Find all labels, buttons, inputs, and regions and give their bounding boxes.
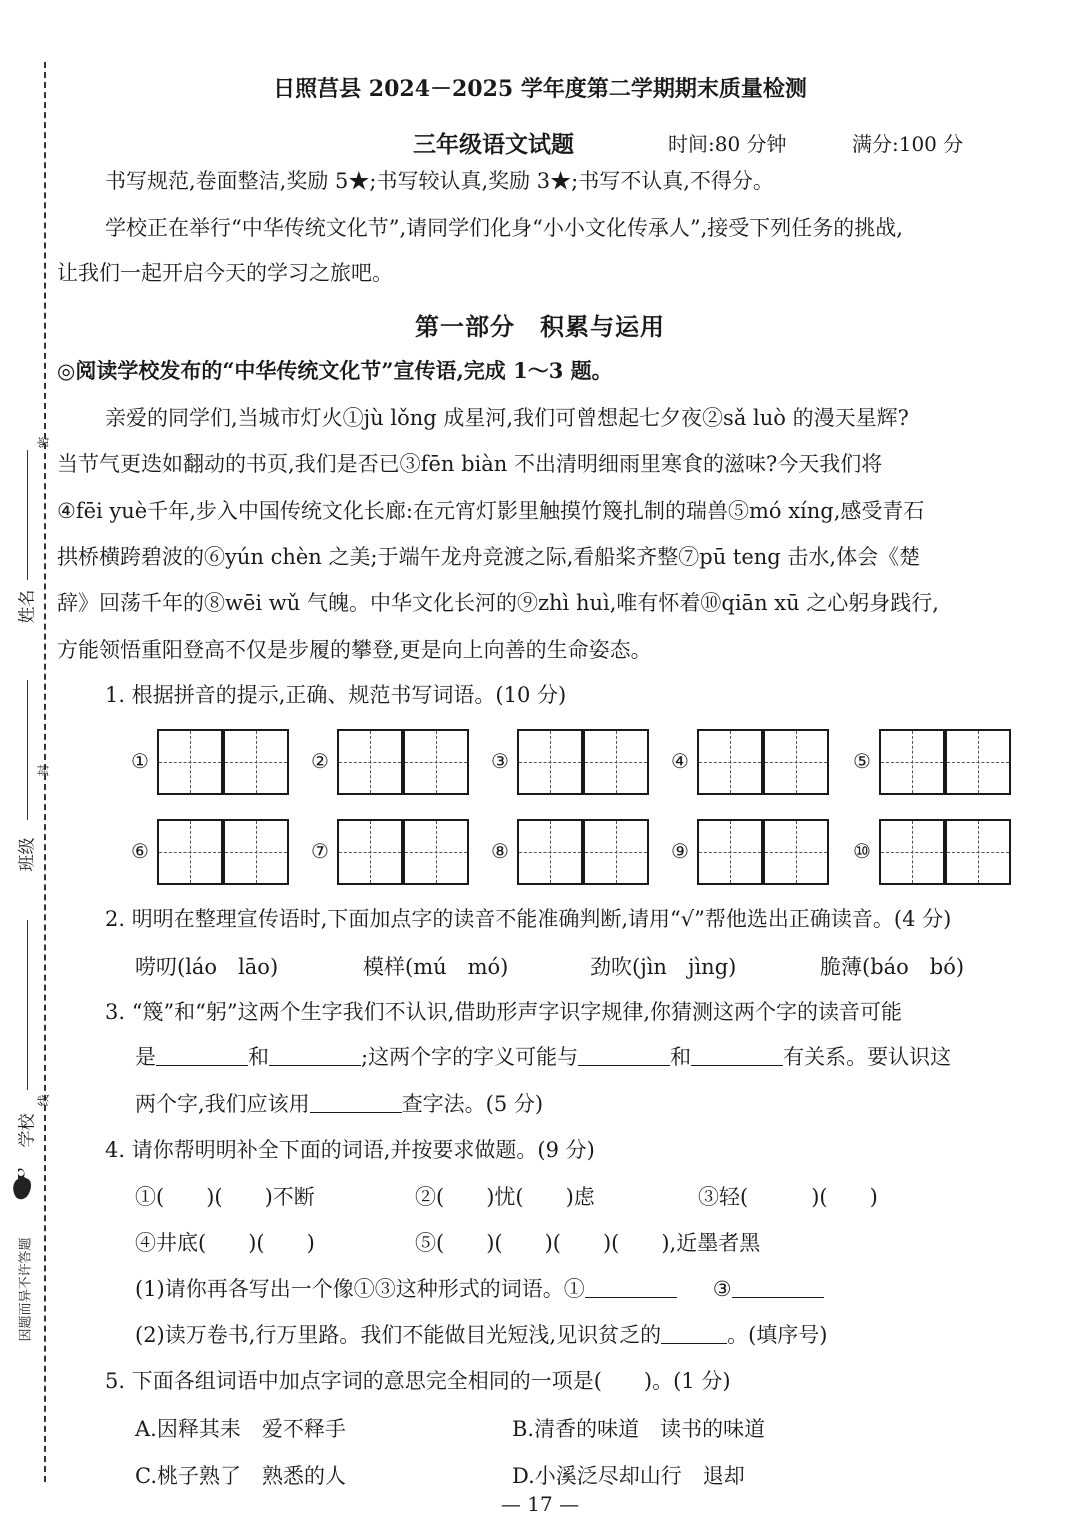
grid-label: ⑤ [853,749,871,773]
q3-line3: 两个字,我们应该用 查字法。(5 分) [135,1092,544,1116]
passage-line: 辞》回荡千年的⑧wēi wǔ 气魄。中华文化长河的⑨zhì huì,唯有怀着⑩qiān xū 之心躬身践行, [57,591,939,615]
q4-word[interactable]: ③轻( )( ) [698,1185,878,1209]
q1-text: 1. 根据拼音的提示,正确、规范书写词语。(10 分) [105,683,567,707]
grid-label: ⑩ [853,839,871,863]
writing-grid-cell[interactable] [945,729,1011,795]
passage-line: 当节气更迭如翻动的书页,我们是否已③fēn biàn 不出清明细雨里寒食的滋味?今天我们将 [57,452,883,476]
margin-note: 因题而异不许答题 [18,1237,34,1342]
answer-blank[interactable] [585,1275,677,1298]
q4-sub1: (1)请你再各写出一个像①③这种形式的词语。① ③ [135,1274,1050,1304]
q5-text: 5. 下面各组词语中加点字词的意思完全相同的一项是( )。(1 分) [105,1369,731,1393]
school-label: 学校 [17,1113,38,1148]
answer-blank[interactable] [661,1321,727,1344]
q4-text: 4. 请你帮明明补全下面的词语,并按要求做题。(9 分) [105,1138,595,1162]
name-fill-line [27,450,28,580]
exam-score: 满分:100 分 [852,132,964,156]
exam-title: 日照莒县 2024－2025 学年度第二学期期末质量检测 [273,76,807,102]
reading-prompt: ◎阅读学校发布的“中华传统文化节”宣传语,完成 1～3 题。 [57,358,613,383]
answer-blank[interactable] [156,1043,248,1066]
grid-label: ⑨ [671,839,689,863]
writing-rule: 书写规范,卷面整洁,奖励 5★;书写较认真,奖励 3★;书写不认真,不得分。 [105,169,774,193]
task-intro-2: 让我们一起开启今天的学习之旅吧。 [57,261,393,285]
writing-grid-cell[interactable] [223,819,289,885]
q4-word[interactable]: ④井底( )( ) [135,1231,315,1255]
seal-feng: 封 [36,764,51,777]
writing-grid-cell[interactable] [157,819,223,885]
section-title: 第一部分 积累与运用 [415,312,665,341]
writing-grid-cell[interactable] [697,729,763,795]
grid-label: ⑥ [131,839,149,863]
q4-sub2: (2)读万卷书,行万里路。我们不能做目光短浅,见识贫乏的 。(填序号) [135,1323,828,1347]
seal-xian: 线 [36,1094,51,1107]
writing-grid-cell[interactable] [517,729,583,795]
writing-grid-cell[interactable] [337,819,403,885]
q2-option[interactable]: 劲吹(jìn jìng) [590,955,737,979]
writing-grid-cell[interactable] [583,819,649,885]
grid-label: ③ [491,749,509,773]
q2-option[interactable]: 唠叨(láo lāo) [135,955,279,979]
passage-line: ④fēi yuè千年,步入中国传统文化长廊:在元宵灯影里触摸竹篾扎制的瑞兽⑤mó xíng,感受青石 [57,499,925,523]
answer-blank[interactable] [269,1043,361,1066]
writing-grid-cell[interactable] [879,819,945,885]
grid-label: ② [311,749,329,773]
grid-label: ① [131,749,149,773]
q4-word[interactable]: ②( )忧( )虑 [415,1185,595,1209]
writing-grid-cell[interactable] [157,729,223,795]
school-fill-line [27,920,28,1090]
writing-grid-cell[interactable] [945,819,1011,885]
name-label: 姓名 [17,589,38,624]
class-label: 班级 [17,837,38,872]
q2-text: 2. 明明在整理宣传语时,下面加点字的读音不能准确判断,请用“√”帮他选出正确读音。(4 分) [105,907,952,931]
passage-line: 亲爱的同学们,当城市灯火①jù lǒng 成星河,我们可曾想起七夕夜②sǎ luò 的漫天星辉? [105,406,909,430]
writing-grid-cell[interactable] [697,819,763,885]
q5-option-a[interactable]: A.因释其耒 爱不释手 [135,1417,346,1441]
q2-option[interactable]: 模样(mú mó) [363,955,509,979]
q4-word[interactable]: ⑤( )( )( )( ),近墨者黑 [415,1231,761,1255]
q5-option-d[interactable]: D.小溪泛尽却山行 退却 [512,1464,745,1488]
answer-blank[interactable] [578,1043,670,1066]
answer-blank[interactable] [691,1043,783,1066]
writing-grid-cell[interactable] [583,729,649,795]
passage-line: 拱桥横跨碧波的⑥yún chèn 之美;于端午龙舟竞渡之际,看船桨齐整⑦pū teng 击水,体会《楚 [57,545,921,569]
passage-line: 方能领悟重阳登高不仅是步履的攀登,更是向上向善的生命姿态。 [57,638,652,662]
class-fill-line [27,680,28,820]
page-number: — 17 — [500,1492,580,1516]
exam-time: 时间:80 分钟 [668,132,787,156]
writing-grid-cell[interactable] [763,729,829,795]
hand-pointer-icon [10,1165,36,1205]
q3-line2: 是 和 ;这两个字的字义可能与 和 有关系。要认识这 [135,1045,952,1069]
q4-word[interactable]: ①( )( )不断 [135,1185,315,1209]
exam-subject: 三年级语文试题 [413,131,574,158]
task-intro-1: 学校正在举行“中华传统文化节”,请同学们化身“小小文化传承人”,接受下列任务的挑战, [105,216,903,240]
answer-blank[interactable] [310,1090,402,1113]
q5-option-b[interactable]: B.清香的味道 读书的味道 [512,1417,766,1441]
answer-blank[interactable] [732,1275,824,1298]
writing-grid-cell[interactable] [223,729,289,795]
writing-grid-cell[interactable] [403,819,469,885]
writing-grid-cell[interactable] [337,729,403,795]
writing-grid-cell[interactable] [879,729,945,795]
q3-line1: 3. “篾”和“躬”这两个生字我们不认识,借助形声字识字规律,你猜测这两个字的读音可能 [105,1000,903,1024]
writing-grid-cell[interactable] [517,819,583,885]
writing-grid-cell[interactable] [763,819,829,885]
q5-option-c[interactable]: C.桃子熟了 熟悉的人 [135,1464,346,1488]
grid-label: ④ [671,749,689,773]
grid-label: ⑧ [491,839,509,863]
writing-grid-cell[interactable] [403,729,469,795]
q2-option[interactable]: 脆薄(báo bó) [820,955,965,979]
grid-label: ⑦ [311,839,329,863]
seal-mi: 密 [36,436,51,449]
